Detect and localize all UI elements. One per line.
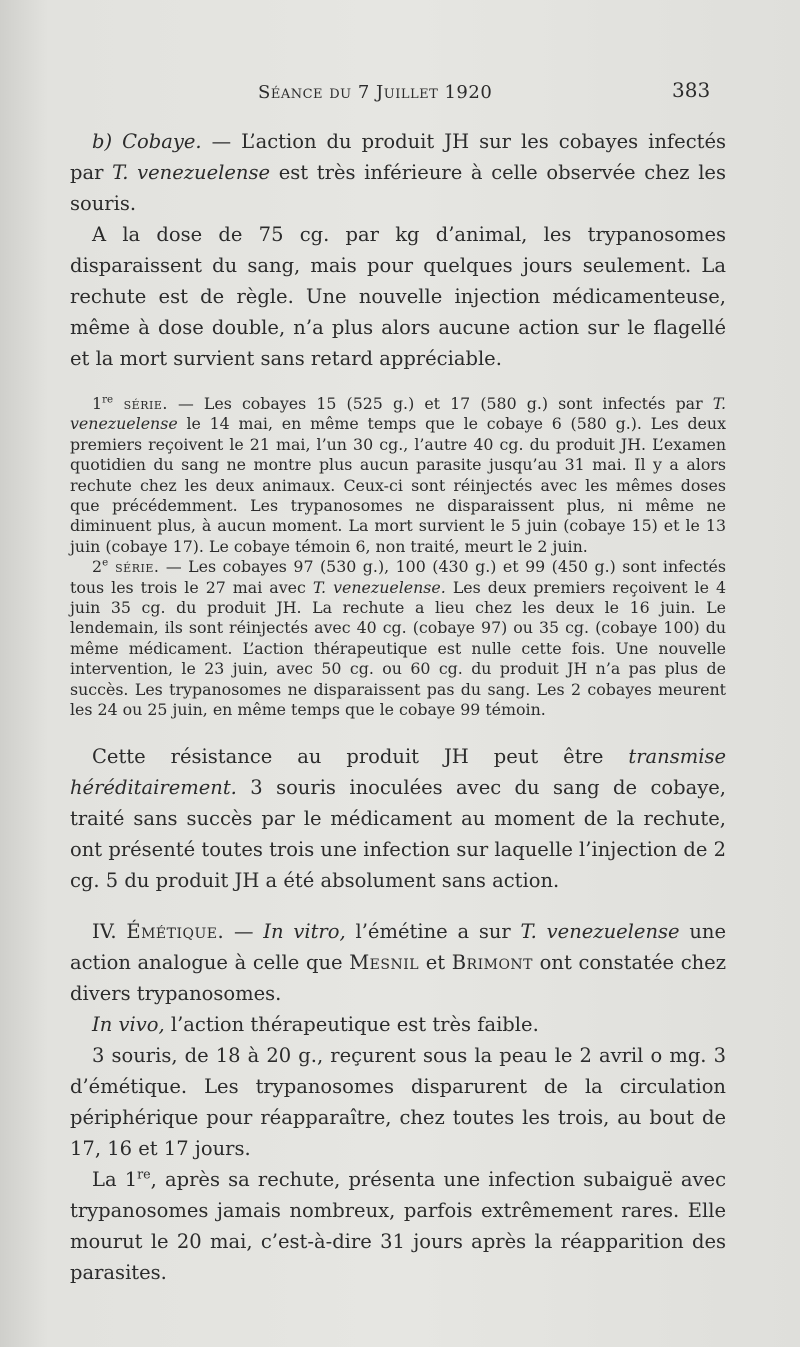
section-label: b) Cobaye. [92,130,202,153]
author-name: Mesnil [349,950,420,974]
serie-label: série. [108,557,160,577]
serie-label: série. [113,394,168,413]
paragraph-resistance: Cette résistance au produit JH peut être transmise héréditairement. 3 souris inoculées avec du sang de cobaye, traité sans succès par le médicament au moment de la rechute, ont présenté toutes trois une infection sur laquelle l’injection de 2 cg. 5 du produit JH a été absolument sans action. [70,744,726,892]
body-text [70,126,726,1288]
running-title: Séance du 7 Juillet 1920 [258,82,493,103]
paragraph-souris: 3 souris, de 18 à 20 g., reçurent sous la peau le 2 avril o mg. 3 d’émétique. Les trypanosomes disparurent de la circulation périphérique pour réapparaître, chez toutes les trois, au bout de 17, 16 et 17 jours. [70,1043,726,1160]
paragraph-emetique: IV. Émétique. — In vitro, l’émétine a sur T. venezuelense une action analogue à celle que Mesnil et Brimont ont constatée chez divers trypanosomes. [70,919,727,1005]
paragraph-dose: A la dose de 75 cg. par kg d’animal, les trypanosomes disparaissent du sang, mais pour quelques jours seulement. La rechute est de règle. Une nouvelle injection médicamenteuse, même à dose double, n’a plus alors aucune action sur le flagellé et la mort survient sans retard appréciable. [70,223,726,370]
emphasis: transmise héréditairement. [70,744,726,799]
species-name: T. venezuelense [70,394,727,434]
paragraph-in-vivo: In vivo, l’action thérapeutique est très faible. [92,1012,539,1036]
paragraph-serie-1: 1re série. — Les cobayes 15 (525 g.) et 17 (580 g.) sont infectés par T. venezuelense le 14 mai, en même temps que le cobaye 6 (580 g.). Les deux premiers reçoivent le 21 mai, l’un 30 cg., l’autre 40 cg. du produit JH. L’examen quotidien du sang ne montre plus aucun parasite jusqu’au 31 mai. Il y a alors rechute chez les deux animaux. Ceux-ci sont réinjectés avec les mêmes doses que précédemment. Les trypanosomes ne disparaissent plus, ni même ne diminuent plus, à aucun moment. La mort survient le 5 juin (cobaye 15) et le 13 juin (cobaye 17). Le cobaye témoin 6, non traité, meurt le 2 juin. [70,393,727,556]
section-heading: Émétique. [126,919,225,943]
page-header [0,78,800,112]
paragraph-rechute: La 1re, après sa rechute, présenta une infection subaiguë avec trypanosomes jamais nombreux, parfois extrêmement rares. Elle mourut le 20 mai, c’est-à-dire 31 jours après la réapparition des parasites. [70,1166,726,1284]
page-number: 383 [672,78,711,102]
paragraph-cobaye: b) Cobaye. — L’action du produit JH sur les cobayes infectés par T. venezuelense est très inférieure à celle observée chez les souris. [70,130,726,215]
species-name: T. venezuelense [520,919,680,943]
species-name: T. venezuelense [112,161,271,184]
author-name: Brimont [451,950,534,974]
paragraph-serie-2: 2e série. — Les cobayes 97 (530 g.), 100 (430 g.) et 99 (450 g.) sont infectés tous les trois le 27 mai avec T. venezuelense. Les deux premiers reçoivent le 4 juin 35 cg. du produit JH. La rechute a lieu chez les deux le 16 juin. Le lendemain, ils sont réinjectés avec 40 cg. (cobaye 97) ou 35 cg. (cobaye 100) du même médicament. L’action thérapeutique est nulle cette fois. Une nouvelle intervention, le 23 juin, avec 50 cg. ou 60 cg. du produit JH n’a pas plus de succès. Les trypanosomes ne disparaissent pas du sang. Les 2 cobayes meurent les 24 ou 25 juin, en même temps que le cobaye 99 témoin. [70,556,726,720]
species-name: T. venezuelense. [312,577,446,597]
